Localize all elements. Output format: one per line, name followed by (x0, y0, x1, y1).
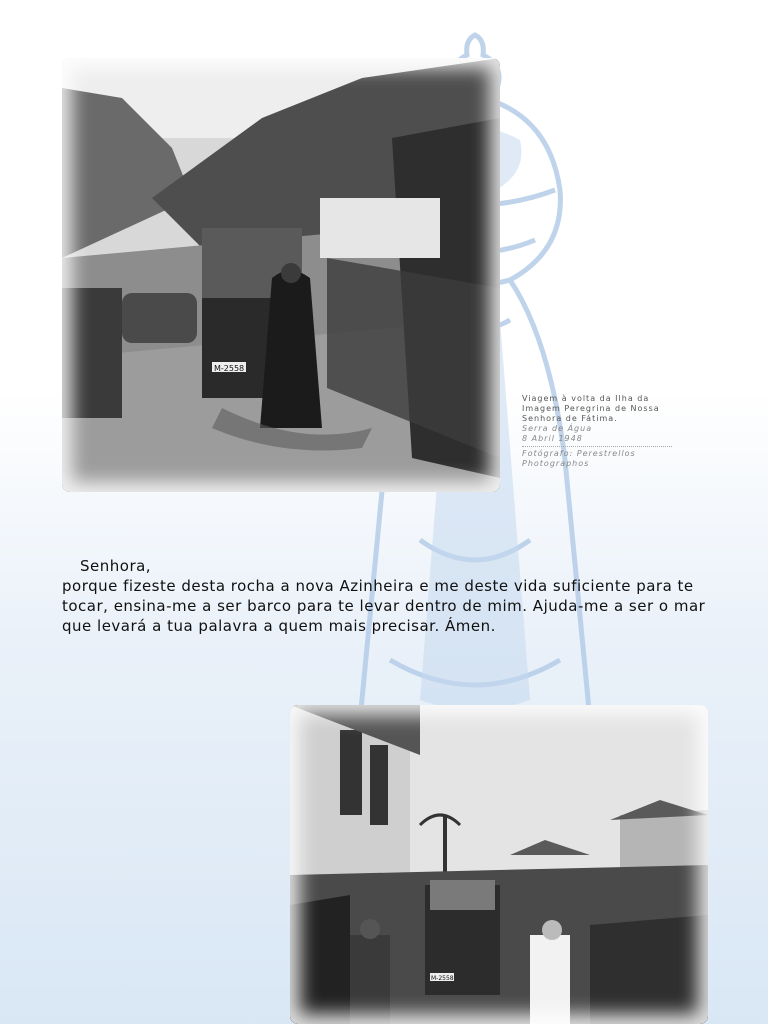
caption-title: Viagem à volta da Ilha da Imagem Peregrina de Nossa Senhora de Fátima. (522, 394, 660, 423)
prayer-salutation: Senhora, (80, 557, 152, 575)
caption-divider (522, 446, 672, 447)
prayer-body: porque fizeste desta rocha a nova Azinheira e me deste vida suficiente para te tocar, ensina-me a ser barco para te levar dentro de mim. Ajuda-me a ser o mar que levará a tua palavra a quem mais precisar. Ámen. (62, 577, 706, 635)
photo-caption (522, 394, 682, 469)
procession-photo-mountain-road (62, 58, 500, 492)
prayer-text (62, 556, 712, 636)
procession-photo-village-street (290, 705, 708, 1024)
caption-date: 8 Abril 1948 (522, 434, 583, 443)
caption-photographer: Fotógrafo: Perestrellos Photographos (522, 449, 636, 468)
license-plate-2: M-2558 (431, 975, 454, 982)
caption-place: Serra de Água (522, 424, 593, 433)
license-plate: M-2558 (214, 364, 245, 373)
